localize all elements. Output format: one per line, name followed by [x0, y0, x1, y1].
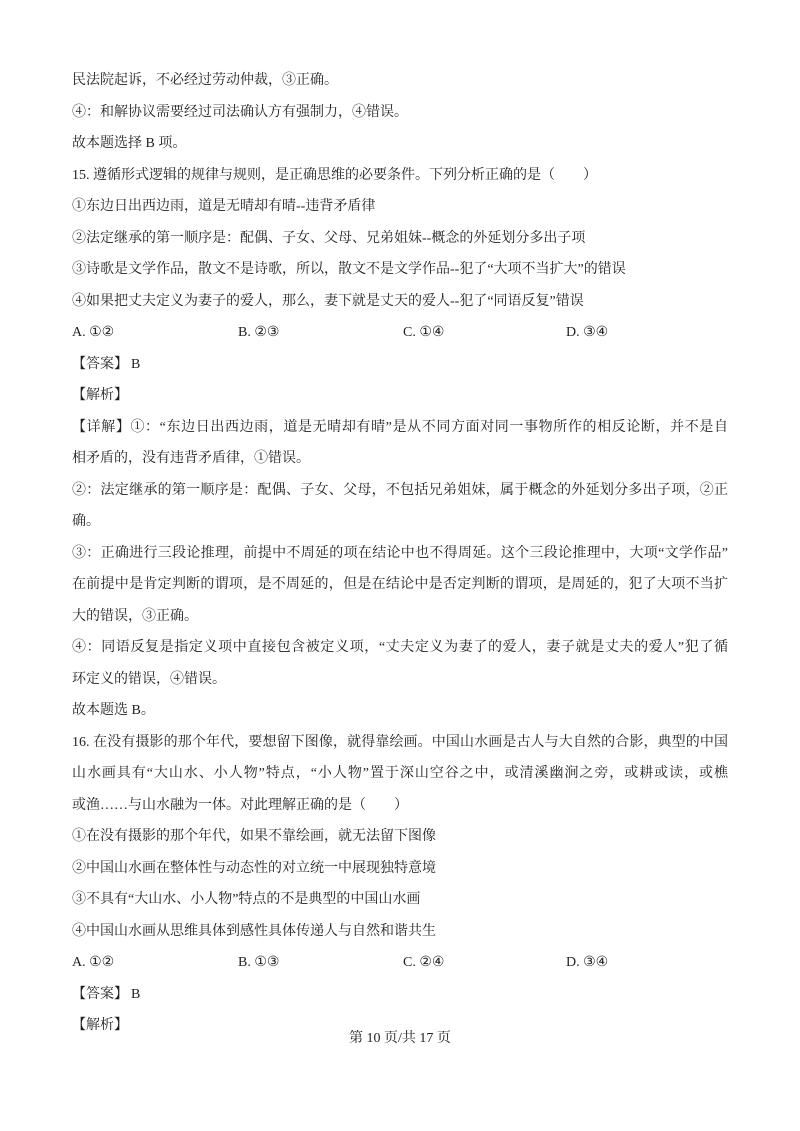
question-15-explanation-line: ②：法定继承的第一顺序是：配偶、子女、父母，不包括兄弟姐妹，属于概念的外延划分多出子项，②正	[72, 482, 728, 498]
question-16-option-a: A. ①②	[72, 955, 115, 970]
question-15-statement-1: ①东边日出西边雨，道是无晴却有晴--违背矛盾律	[72, 199, 376, 214]
question-16-options-row	[72, 947, 728, 979]
answer-label: 【答案】	[72, 986, 128, 1002]
question-15-stem: 15. 遵循形式逻辑的规律与规则，是正确思维的必要条件。下列分析正确的是（ ）	[72, 167, 597, 183]
question-16-stem-line: 或渔……与山水融为一体。对此理解正确的是（ ）	[72, 797, 408, 813]
question-16-statement-1: ①在没有摄影的那个年代，如果不靠绘画，就无法留下图像	[72, 829, 436, 844]
question-15-option-d: D. ③④	[566, 325, 609, 340]
prev-answer-conclusion: 故本题选择 B 项。	[72, 136, 187, 151]
question-15-option-c: C. ①④	[403, 325, 445, 340]
question-16-analysis-label: 【解析】	[72, 1018, 128, 1033]
footer-page-indicator: 第 10 页/共 17 页	[349, 1031, 451, 1046]
question-15-conclusion: 故本题选 B。	[72, 703, 155, 718]
answer-label: 【答案】	[72, 356, 128, 372]
prev-answer-explanation-line: 民法院起诉，不必经过劳动仲裁，③正确。	[72, 73, 338, 88]
question-15-explanation-line: ③：正确进行三段论推理，前提中不周延的项在结论中也不得周延。这个三段论推理中，大项“文学作品”	[72, 545, 728, 561]
question-15-explanation-line: ④：同语反复是指定义项中直接包含被定义项，“丈夫定义为妻了的爱人，妻子就是丈夫的爱人”犯了循	[72, 640, 728, 655]
question-15-option-b: B. ②③	[238, 325, 280, 340]
question-15-explanation-line: 【详解】①：“东边日出西边雨，道是无晴却有晴”是从不同方面对同一事物所作的相反论断，并不是自	[72, 419, 728, 435]
question-15-explanation-line: 确。	[72, 514, 100, 529]
question-15-answer-line	[72, 349, 728, 381]
question-16-option-b: B. ①③	[238, 955, 280, 970]
question-15-statement-4: ④如果把丈夫定义为妻子的爱人，那么，妻下就是丈天的爱人--犯了“同语反复”错误	[72, 293, 584, 309]
page-content	[72, 65, 728, 1042]
question-15-statement-3: ③诗歌是文学作品，散文不是诗歌，所以，散文不是文学作品--犯了“大项不当扩大”的错误	[72, 262, 626, 277]
question-16-stem-line: 16. 在没有摄影的那个年代，要想留下图像，就得靠绘画。中国山水画是古人与大自然的合影，典型的中国	[72, 734, 728, 750]
question-15-explanation-line: 大的错误，③正确。	[72, 608, 198, 624]
question-16-statement-3: ③不具有“大山水、小人物”特点的不是典型的中国山水画	[72, 892, 421, 907]
question-15-analysis-label: 【解析】	[72, 388, 128, 403]
prev-answer-explanation-line: ④：和解协议需要经过司法确认方有强制力，④错误。	[72, 104, 408, 120]
question-15-options-row	[72, 317, 728, 349]
question-16-stem-line: 山水画具有“大山水、小人物”特点，“小人物”置于深山空谷之中，或清溪幽涧之旁，或耕或读，或樵	[72, 766, 728, 781]
question-16-statement-2: ②中国山水画在整体性与动态性的对立统一中展现独特意境	[72, 860, 436, 876]
question-16-answer-line	[72, 979, 728, 1011]
question-15-option-a: A. ①②	[72, 325, 115, 340]
question-15-explanation-line: 在前提中是肯定判断的谓项，是不周延的，但是在结论中是否定判断的谓项，是周延的，犯了大项不当扩	[72, 577, 728, 592]
question-15-explanation-line: 环定义的错误，④错误。	[72, 671, 226, 687]
answer-value: B	[131, 986, 141, 1002]
question-16-option-d: D. ③④	[566, 955, 609, 970]
question-15-explanation-line: 相矛盾的，没有违背矛盾律，①错误。	[72, 451, 310, 466]
question-15-statement-2: ②法定继承的第一顺序是：配偶、子女、父母、兄弟姐妹--概念的外延划分多出子项	[72, 230, 586, 246]
answer-value: B	[131, 356, 141, 372]
question-16-option-c: C. ②④	[403, 955, 445, 970]
question-16-statement-4: ④中国山水画从思维具体到感性具体传递人与自然和谐共生	[72, 923, 436, 939]
